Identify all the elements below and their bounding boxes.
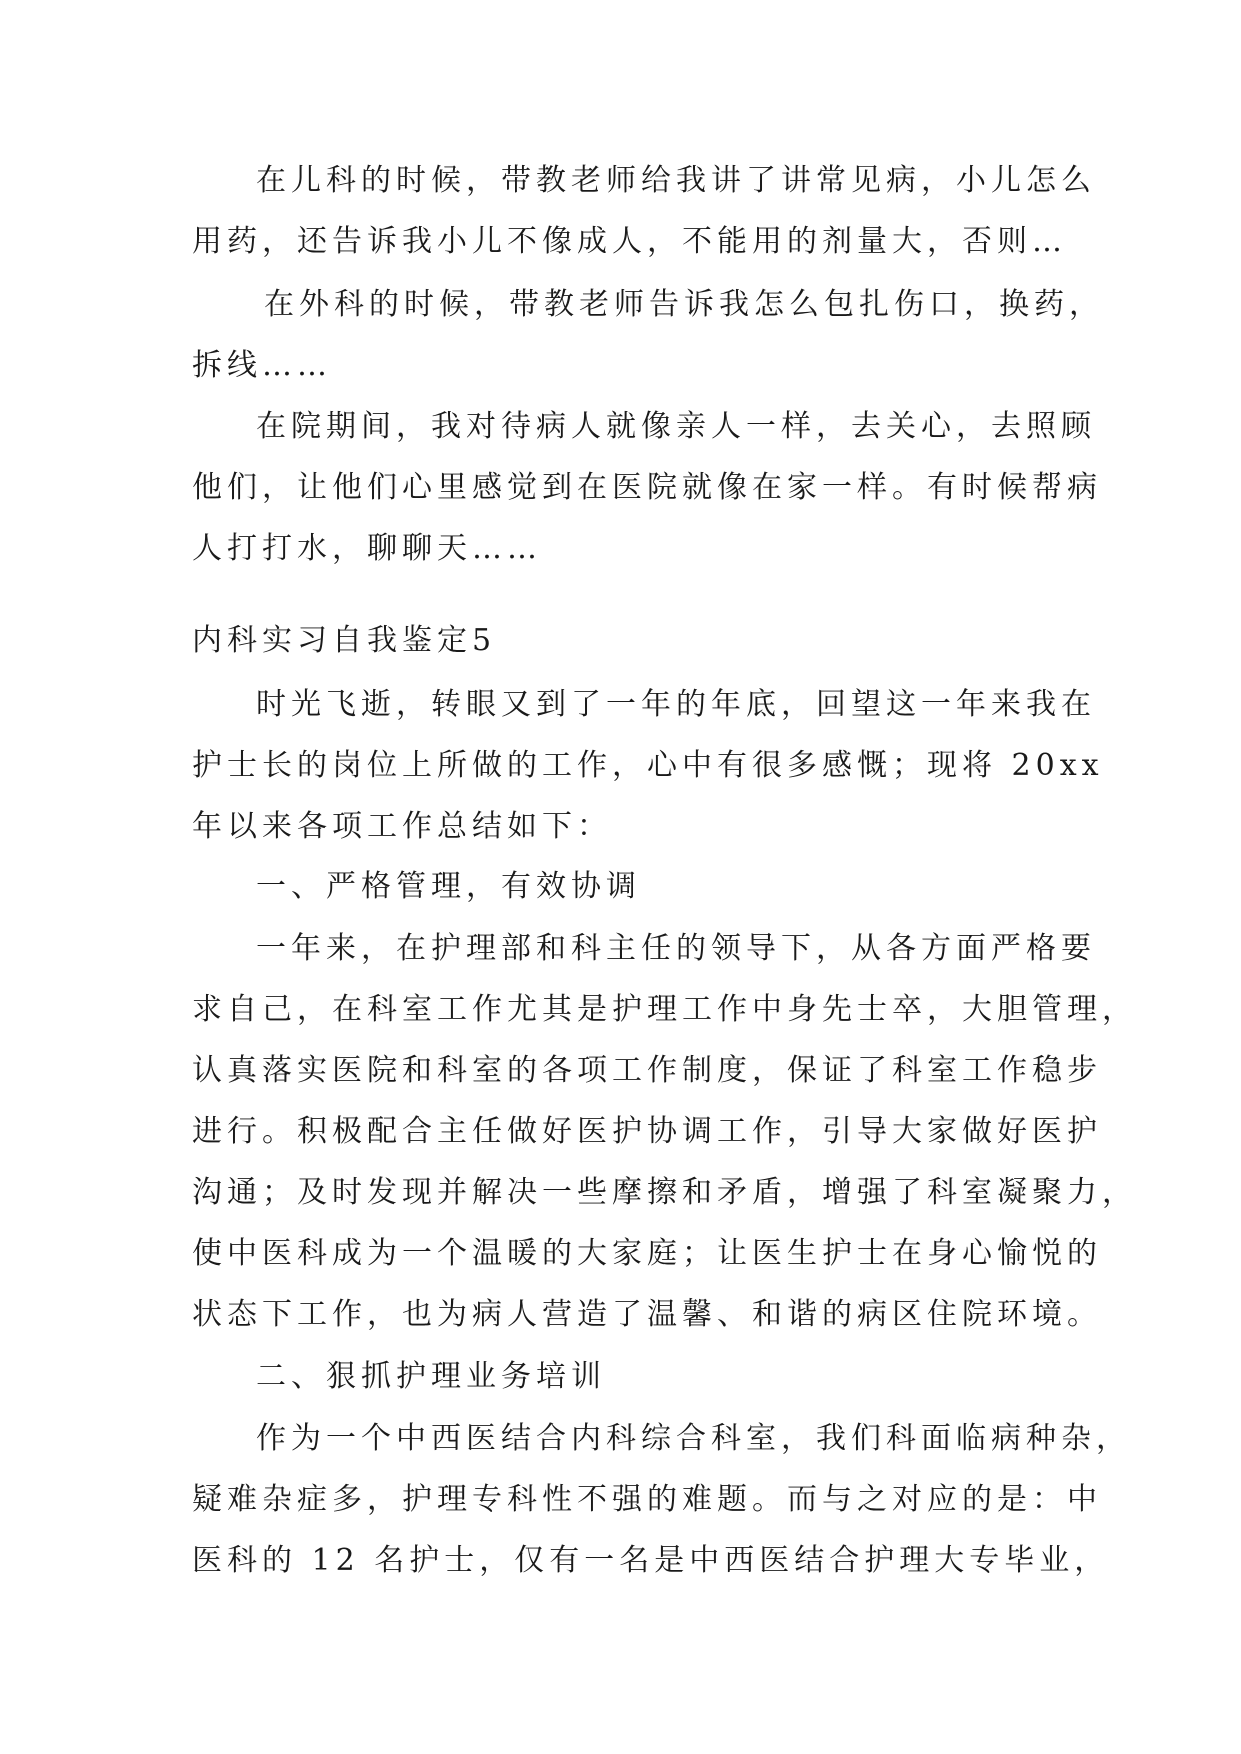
paragraph-surgery [192,274,1104,396]
paragraph-hospital-stay [192,396,1102,579]
section-title-text: 内科实习自我鉴定5 [192,623,497,658]
paragraph-training [192,1408,1131,1591]
text-line: 时光飞逝，转眼又到了一年的年底，回望这一年来我在 [256,687,1096,722]
text-line: 用药，还告诉我小儿不像成人，不能用的剂量大，否则… [192,224,1067,259]
text-line: 人打打水，聊聊天…… [192,531,542,566]
text-line: 在外科的时候，带教老师告诉我怎么包扎伤口，换药， [264,287,1104,322]
text-line: 在院期间，我对待病人就像亲人一样，去关心，去照顾 [256,409,1096,444]
text-line: 作为一个中西医结合内科综合科室，我们科面临病种杂， [256,1421,1131,1456]
text-line: 护士长的岗位上所做的工作，心中有很多感慨；现将 20xx [192,748,1104,783]
subheading-text: 一、严格管理，有效协调 [256,869,641,904]
paragraph-management [192,918,1137,1345]
text-line: 进行。积极配合主任做好医护协调工作，引导大家做好医护 [192,1114,1102,1149]
subheading-text: 二、狠抓护理业务培训 [256,1359,606,1394]
text-line: 医科的 12 名护士，仅有一名是中西医结合护理大专毕业， [192,1543,1110,1578]
text-line: 求自己，在科室工作尤其是护理工作中身先士卒，大胆管理， [192,992,1137,1027]
text-line: 拆线…… [192,348,332,383]
section-title [192,610,496,671]
text-line: 年以来各项工作总结如下： [192,809,612,844]
text-line: 疑难杂症多，护理专科性不强的难题。而与之对应的是：中 [192,1482,1102,1517]
subheading-training [192,1346,606,1407]
text-line: 沟通；及时发现并解决一些摩擦和矛盾，增强了科室凝聚力， [192,1175,1137,1210]
text-line: 状态下工作，也为病人营造了温馨、和谐的病区住院环境。 [192,1297,1102,1332]
text-line: 他们，让他们心里感觉到在医院就像在家一样。有时候帮病 [192,470,1102,505]
paragraph-pediatrics [192,150,1096,272]
subheading-management [192,856,641,917]
text-line: 一年来，在护理部和科主任的领导下，从各方面严格要 [256,931,1096,966]
text-line: 认真落实医院和科室的各项工作制度，保证了科室工作稳步 [192,1053,1102,1088]
text-line: 在儿科的时候，带教老师给我讲了讲常见病，小儿怎么 [256,163,1096,198]
text-line: 使中医科成为一个温暖的大家庭；让医生护士在身心愉悦的 [192,1236,1102,1271]
paragraph-intro [192,674,1104,857]
